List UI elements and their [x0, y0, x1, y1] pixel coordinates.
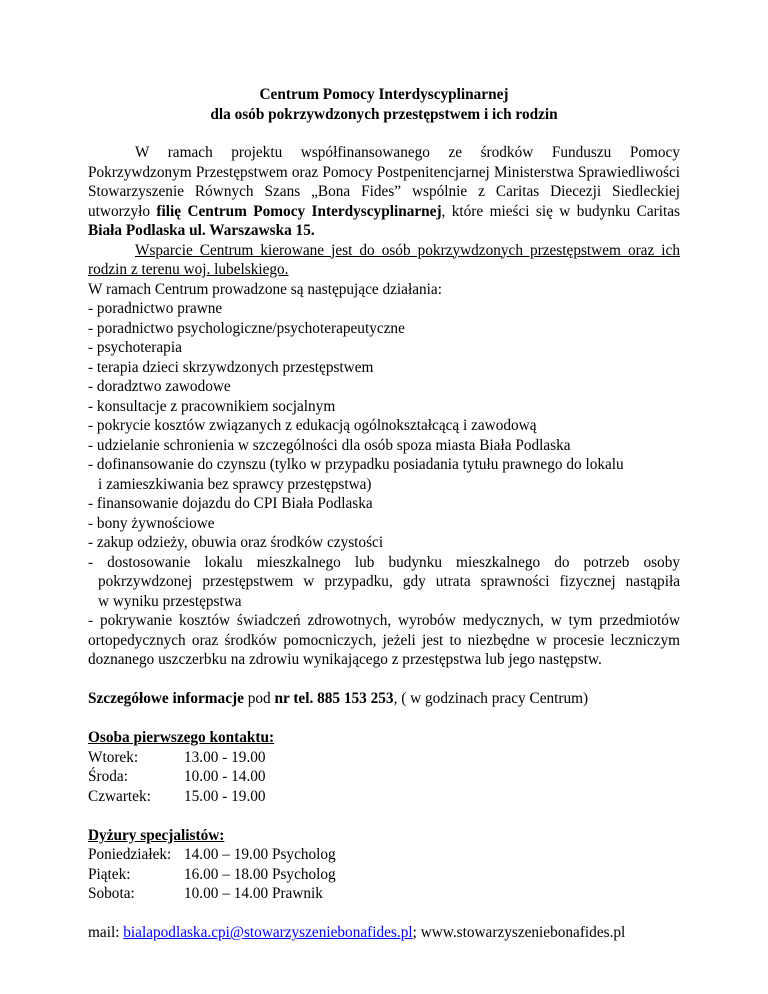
intro-bold-address: Biała Podlaska ul. Warszawska 15. — [88, 222, 315, 239]
list-item: - poradnictwo psychologiczne/psychoterapeutyczne — [88, 319, 405, 337]
title-line-1: Centrum Pomocy Interdyscyplinarnej — [259, 86, 509, 103]
schedule-day: Środa: — [88, 768, 128, 785]
details-text-2: , ( w godzinach pracy Centrum) — [393, 690, 589, 707]
list-item: - zakup odzieży, obuwia oraz środków czystości — [88, 534, 384, 551]
title-line-2: dla osób pokrzywdzonych przestępstwem i ich rodzin — [210, 105, 558, 123]
schedule-hours: 10.00 – 14.00 Prawnik — [184, 885, 323, 902]
rent-line-2: i zamieszkiwania bez sprawcy przestępstwa) — [98, 475, 372, 493]
footer-contact — [88, 923, 680, 943]
list-item: - udzielanie schronienia w szczególności dla osób spoza miasta Biała Podlaska — [88, 436, 571, 454]
schedule-day: Sobota: — [88, 885, 135, 902]
intro-text-2: , które mieści się w budynku Caritas — [441, 202, 680, 220]
details-label: Szczegółowe informacje — [88, 690, 244, 707]
schedule-hours: 13.00 - 19.00 — [184, 748, 266, 766]
intro-paragraph — [88, 143, 680, 241]
list-item: - finansowanie dojazdu do CPI Biała Podlaska — [88, 495, 373, 512]
schedule-hours: 16.00 – 18.00 Psycholog — [184, 865, 336, 883]
schedule-hours: 14.00 – 19.00 Psycholog — [184, 846, 336, 863]
details-line — [88, 689, 680, 709]
schedule-day: Piątek: — [88, 865, 131, 883]
specialists-section — [88, 826, 680, 904]
intro-bold-branch: filię Centrum Pomocy Interdyscyplinarnej — [156, 202, 442, 220]
list-item: - psychoterapia — [88, 339, 182, 356]
actions-heading: W ramach Centrum prowadzone są następujące działania: — [88, 280, 442, 298]
phone-number: nr tel. 885 153 253 — [274, 690, 394, 707]
contact-heading: Osoba pierwszego kontaktu: — [88, 729, 275, 746]
list-item-health: - pokrywanie kosztów świadczeń zdrowotnych, wyrobów medycznych, w tym przedmiotów ortopedycznych oraz środków pomocniczych, jeżeli jest to niezbędne w procesie leczniczym doznanego uszczerbku na zdrowiu wynikającego z przestępstwa lub jego następstw. — [88, 612, 680, 668]
list-item: - poradnictwo prawne — [88, 300, 223, 317]
adapt-line-1: - dostosowanie lokalu mieszkalnego lub budynku mieszkalnego do potrzeb osoby — [88, 553, 680, 571]
list-item: - doradztwo zawodowe — [88, 378, 231, 395]
schedule-hours: 15.00 - 19.00 — [184, 787, 266, 805]
separator: ; — [412, 924, 421, 941]
schedule-day: Czwartek: — [88, 787, 151, 805]
support-note: Wsparcie Centrum kierowane jest do osób pokrzywdzonych przestępstwem oraz ich rodzin z terenu woj. lubelskiego. — [88, 241, 680, 278]
schedule-hours: 10.00 - 14.00 — [184, 768, 266, 785]
list-item: - pokrycie kosztów związanych z edukacją ogólnokształcącą i zawodową — [88, 417, 537, 434]
schedule-row — [88, 748, 680, 768]
specialists-heading: Dyżury specjalistów: — [88, 826, 225, 844]
details-text-1: pod — [243, 690, 275, 707]
adapt-line-2: pokrzywdzonej przestępstwem w przypadku, gdy utrata sprawności fizycznej nastąpiła — [98, 573, 680, 590]
list-item: - konsultacje z pracownikiem socjalnym — [88, 397, 336, 415]
document-title — [88, 85, 680, 124]
schedule-row — [88, 767, 680, 787]
actions-list — [88, 299, 680, 670]
email-link[interactable]: bialapodlaska.cpi@stowarzyszeniebonafides.pl — [123, 924, 413, 941]
schedule-day: Wtorek: — [88, 748, 139, 766]
website-text: www.stowarzyszeniebonafides.pl — [420, 924, 626, 941]
schedule-row — [88, 884, 680, 904]
mail-label: mail: — [88, 924, 124, 941]
list-item: - bony żywnościowe — [88, 514, 215, 532]
schedule-day: Poniedziałek: — [88, 846, 172, 863]
adapt-line-3: w wyniku przestępstwa — [98, 592, 242, 610]
list-item-adapt — [88, 553, 680, 612]
list-item-rent — [88, 455, 680, 494]
schedule-row — [88, 845, 680, 865]
document-content — [88, 85, 680, 943]
schedule-row — [88, 865, 680, 885]
contact-section — [88, 728, 680, 806]
intro-text-1: W ramach projektu współfinansowanego ze środków Funduszu Pomocy Pokrzywdzonym Przestępstwem oraz Pomocy Postpenitencjarnej Ministerstwa Sprawiedliwości Stowarzyszenie Równych Szans „Bona Fides” wspólnie z Caritas Diecezji Siedleckiej utworzyło — [88, 144, 680, 220]
list-item: - terapia dzieci skrzywdzonych przestępstwem — [88, 358, 374, 376]
rent-line-1: - dofinansowanie do czynszu (tylko w przypadku posiadania tytułu prawnego do lokalu — [88, 456, 624, 473]
schedule-row — [88, 787, 680, 807]
